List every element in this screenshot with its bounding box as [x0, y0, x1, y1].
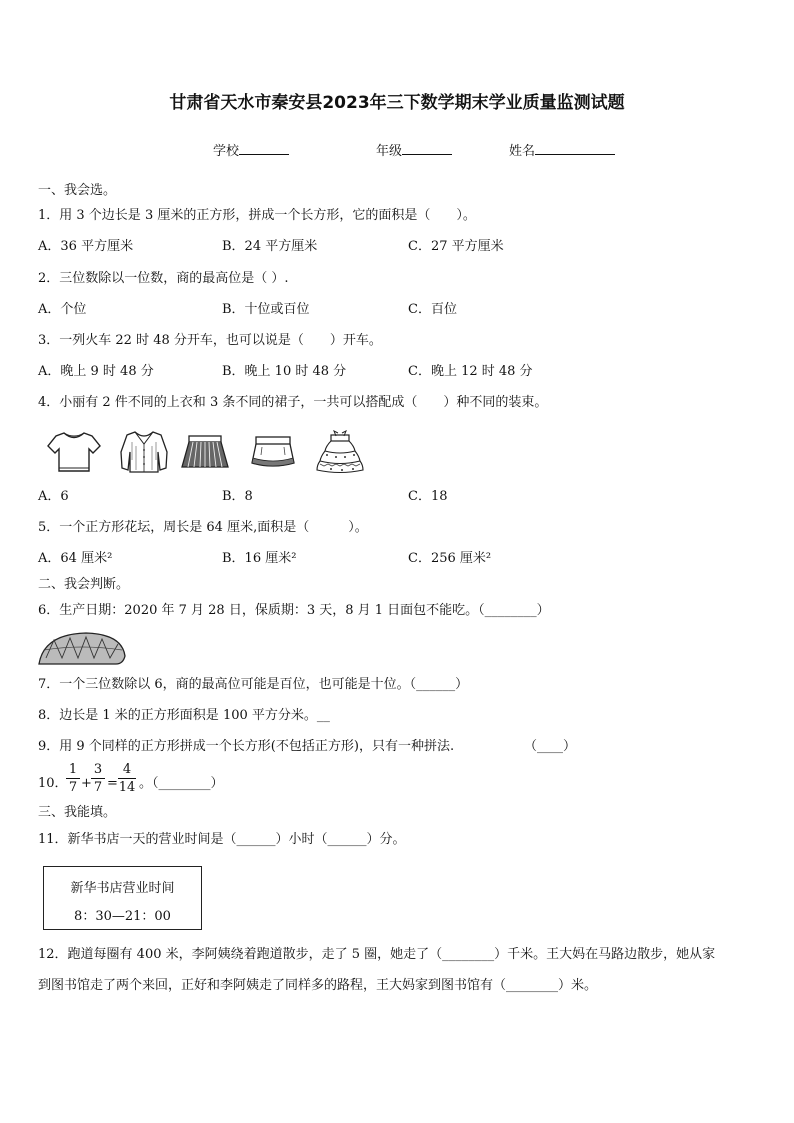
q4-option-a: A．6 — [38, 489, 69, 504]
q2-option-c: C．百位 — [408, 302, 457, 317]
exam-title: 甘肃省天水市秦安县2023年三下数学期末学业质量监测试题 — [169, 93, 625, 113]
school-field — [213, 142, 289, 160]
fraction-3-7 — [91, 762, 105, 795]
plus-sign: + — [81, 776, 92, 791]
short-skirt-icon — [248, 433, 298, 473]
fraction-denominator: 7 — [68, 780, 78, 795]
q9-blank: （____） — [524, 739, 577, 754]
question-1: 1．用 3 个边长是 3 厘米的正方形，拼成一个长方形，它的面积是（ ）。 — [38, 208, 476, 223]
section-fill: 三、我能填。 — [38, 805, 117, 820]
fraction-1-7 — [66, 762, 80, 795]
equals-sign: = — [107, 776, 118, 791]
q4-option-c: C．18 — [408, 489, 448, 504]
school-label: 学校 — [213, 144, 240, 159]
q2-option-a: A．个位 — [38, 302, 87, 317]
q1-option-c: C．27 平方厘米 — [408, 239, 504, 254]
q5-option-b: B．16 厘米² — [222, 551, 297, 566]
fraction-denominator: 14 — [118, 780, 136, 795]
question-12-line-2: 到图书馆走了两个来回，正好和李阿姨走了同样多的路程，王大妈家到图书馆有（________）米。 — [38, 978, 598, 993]
blouse-icon — [118, 430, 170, 474]
q3-option-c: C．晚上 12 时 48 分 — [408, 364, 533, 379]
question-11: 11．新华书店一天的营业时间是（______）小时（______）分。 — [38, 832, 406, 847]
q2-option-b: B．十位或百位 — [222, 302, 310, 317]
school-blank — [239, 142, 289, 155]
question-9: 9．用 9 个同样的正方形拼成一个长方形(不包括正方形)，只有一种拼法. — [38, 739, 455, 754]
q4-option-b: B．8 — [222, 489, 253, 504]
section-choice: 一、我会选。 — [38, 183, 117, 198]
question-7: 7．一个三位数除以 6，商的最高位可能是百位，也可能是十位。（______） — [38, 677, 469, 692]
grade-field — [376, 142, 452, 160]
name-label: 姓名 — [509, 144, 536, 159]
pleated-skirt-icon — [180, 433, 230, 473]
section-judge: 二、我会判断。 — [38, 577, 130, 592]
business-hours-title: 新华书店营业时间 — [70, 881, 175, 896]
fraction-numerator: 1 — [68, 762, 78, 777]
q1-option-b: B．24 平方厘米 — [222, 239, 318, 254]
question-6: 6．生产日期：2020 年 7 月 28 日，保质期：3 天，8 月 1 日面包不能吃。（________） — [38, 603, 550, 618]
fraction-denominator: 7 — [93, 780, 103, 795]
question-4: 4．小丽有 2 件不同的上衣和 3 条不同的裙子，一共可以搭配成（ ）种不同的装束。 — [38, 395, 548, 410]
business-hours-box — [43, 866, 202, 930]
question-3: 3．一列火车 22 时 48 分开车，也可以说是（ ）开车。 — [38, 333, 382, 348]
q10-number: 10． — [38, 776, 68, 791]
bread-icon — [36, 630, 128, 668]
fraction-numerator: 4 — [122, 762, 132, 777]
fraction-4-14 — [118, 762, 136, 795]
question-2: 2．三位数除以一位数，商的最高位是（ ）. — [38, 271, 289, 286]
question-8: 8．边长是 1 米的正方形面积是 100 平方分米。__ — [38, 708, 330, 723]
grade-blank — [402, 142, 452, 155]
q3-option-a: A．晚上 9 时 48 分 — [38, 364, 154, 379]
fraction-numerator: 3 — [93, 762, 103, 777]
name-field — [509, 142, 615, 160]
q1-option-a: A．36 平方厘米 — [38, 239, 134, 254]
name-blank — [535, 142, 615, 155]
question-12-line-1: 12．跑道每圈有 400 米，李阿姨绕着跑道散步，走了 5 圈，她走了（________）千米。王大妈在马路边散步，她从家 — [38, 947, 716, 962]
question-5: 5．一个正方形花坛，周长是 64 厘米,面积是（ ）。 — [38, 520, 368, 535]
ruffle-skirt-icon — [314, 430, 366, 474]
q5-option-a: A．64 厘米² — [38, 551, 113, 566]
grade-label: 年级 — [376, 144, 403, 159]
business-hours-time: 8：30—21：00 — [74, 909, 171, 924]
q3-option-b: B．晚上 10 时 48 分 — [222, 364, 347, 379]
shirt-icon — [46, 430, 102, 474]
q10-answer-blank: 。（________） — [139, 776, 224, 791]
q5-option-c: C．256 厘米² — [408, 551, 492, 566]
